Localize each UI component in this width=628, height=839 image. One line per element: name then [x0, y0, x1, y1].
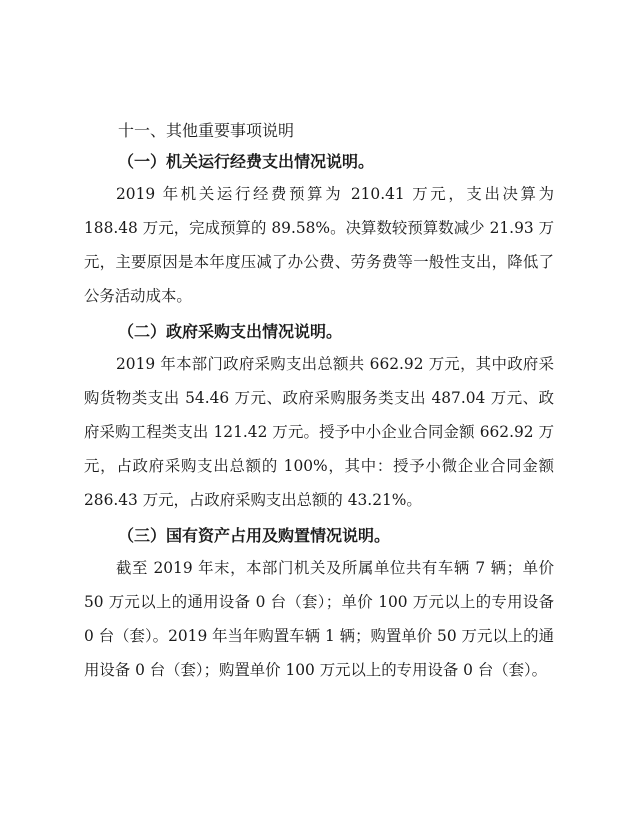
paragraph-procurement: 2019 年本部门政府采购支出总额共 662.92 万元，其中政府采购货物类支出 54.46 万元、政府采购服务类支出 487.04 万元、政府采购工程类支出 121.42 万元。授予中小企业合同金额 662.92 万元，占政府采购支出总额的 100%，其中：授予小微企业合同金额 286.43 万元，占政府采购支出总额的 43.21%。	[84, 355, 554, 509]
paragraph-state-assets: 截至 2019 年末，本部门机关及所属单位共有车辆 7 辆；单价 50 万元以上的通用设备 0 台（套）；单价 100 万元以上的专用设备 0 台（套）。2019 年当年购置车辆 1 辆；购置单价 50 万元以上的通用设备 0 台（套）；购置单价 100 万元以上的专用设备 0 台（套）。	[84, 559, 554, 679]
subsection-heading-procurement: （二）政府采购支出情况说明。	[118, 322, 343, 341]
subsection-heading-operating-funds: （一）机关运行经费支出情况说明。	[118, 152, 375, 171]
paragraph-operating-funds: 2019 年机关运行经费预算为 210.41 万元，支出决算为 188.48 万元，完成预算的 89.58%。决算数较预算数减少 21.93 万元，主要原因是本年度压减了办公费、劳务费等一般性支出，降低了公务活动成本。	[84, 185, 554, 305]
subsection-heading-state-assets: （三）国有资产占用及购置情况说明。	[118, 526, 391, 545]
document-body	[84, 116, 554, 687]
section-title: 十一、其他重要事项说明	[118, 121, 295, 140]
